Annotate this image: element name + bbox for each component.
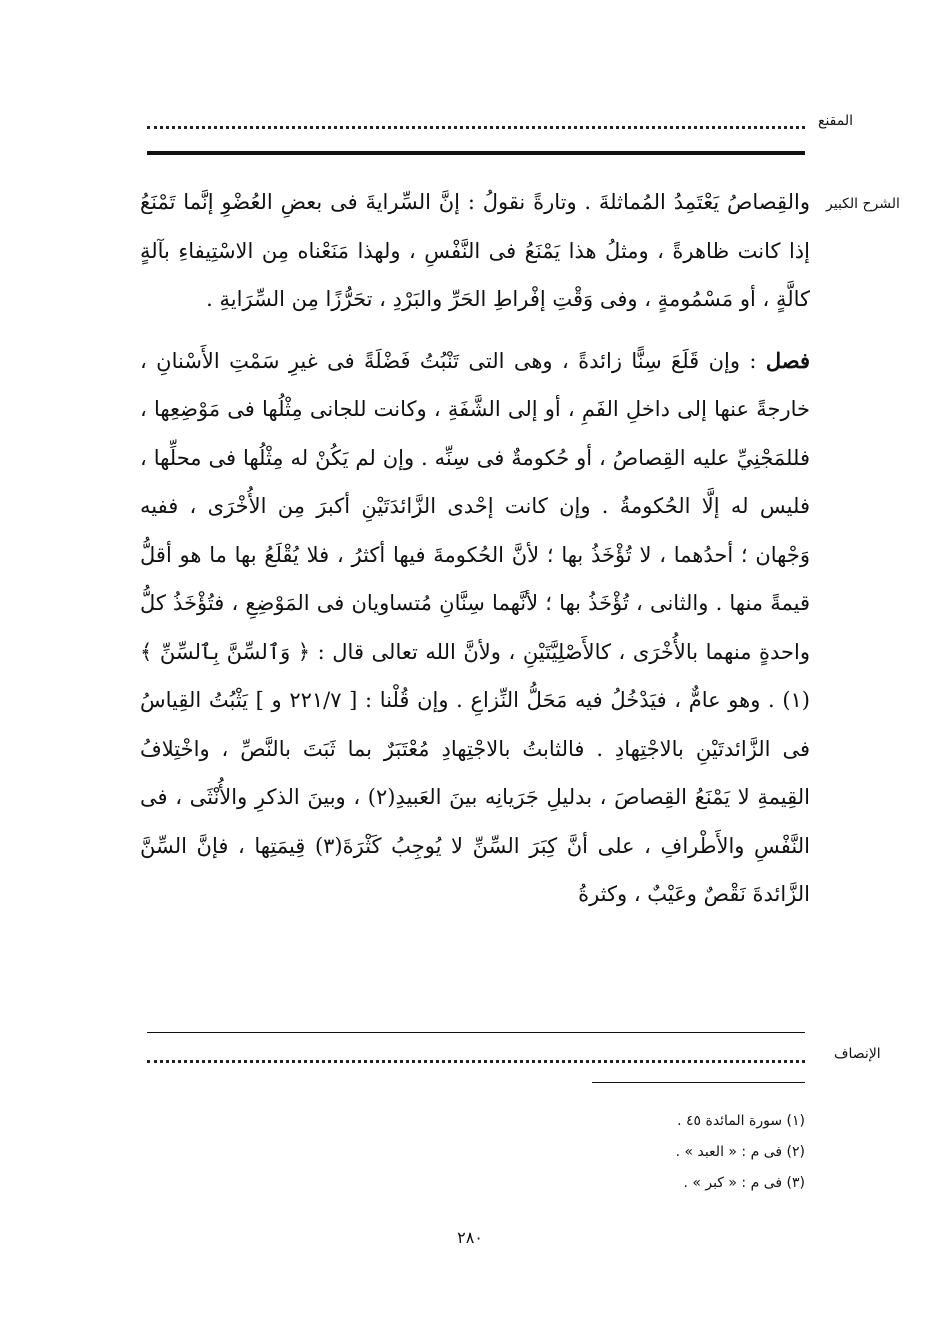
header-dotted-line (147, 126, 805, 129)
main-text (140, 178, 810, 919)
footnote-separator (592, 1082, 805, 1083)
footnotes (500, 1106, 805, 1199)
insaf-label: الإنصاف (834, 1046, 881, 1062)
body-bottom-rule (147, 1032, 805, 1033)
header-thick-rule (147, 151, 805, 155)
footnote-1: (١) سورة المائدة ٤٥ . (677, 1113, 805, 1129)
footnote-3: (٣) فى م : « كبر » . (683, 1175, 805, 1191)
footnote-2: (٢) فى م : « العبد » . (675, 1144, 805, 1160)
paragraph-1: والقِصاصُ يَعْتَمِدُ المُماثلةَ . وتارةً نقولُ : إنَّ السِّرايةَ فى بعضِ العُضْوِ إنَّما تَمْنَعُ إذا كانت ظاهرةً ، ومثلُ هذا يَمْنَعُ فى النَّفْسِ ، ولهذا مَنَعْناه مِن الاسْتِيفاءِ بآلةٍ كالَّةٍ ، أو مَسْمُومةٍ ، وفى وَقْتِ إفْراطِ الحَرِّ والبَرْدِ ، تحَرُّزًا مِن السِّرَايةِ . (140, 190, 810, 311)
commentary-label: الشرح الكبير (826, 196, 900, 212)
fasl-heading: فصل (765, 347, 810, 373)
paragraph-2 (140, 337, 810, 919)
insaf-dotted-line (147, 1060, 805, 1063)
book-label-muqni: المقنع (818, 113, 854, 129)
paragraph-2-text: : وإن قَلَعَ سِنًّا زائدةً ، وهى التى تَنْبُتُ فَضْلَةً فى غيرِ سَمْتِ الأَسْنانِ ، خارجةً عنها إلى داخلِ الفَمِ ، أو إلى الشَّفَةِ ، وكانت للجانى مِثْلُها فى مَوْضِعِها ، فللمَجْنِيِّ عليه القِصاصُ ، أو حُكومةٌ فى سِنِّه . وإن لم يَكُنْ له مِثْلُها فى محلِّها ، فليس له إلَّا الحُكومةُ . وإن كانت إحْدى الزَّائدَتَيْنِ أكبرَ مِن الأُخْرَى ، ففيه وَجْهان ؛ أحدُهما ، لا تُؤْخَذُ بها ؛ لأنَّ الحُكومةَ فيها أكثرُ ، فلا يُقْلَعُ بها ما هو أقلُّ قيمةً منها . والثانى ، تُؤْخَذُ بها ؛ لأنَّهما سِنَّانِ مُتساويان فى المَوْضِعِ ، فتُؤْخَذُ كلُّ واحدةٍ منهما بالأُخْرَى ، كالأَصْلِيَّتَيْنِ ، ولأنَّ الله تعالى قال : ﴿ وَٱلسِّنَّ بِٱلسِّنِّ ﴾(١) . وهو عامٌّ ، فيَدْخُلُ فيه مَحَلُّ النِّزاعِ . وإن قُلْنا : [ ٢٢١/٧ و ] يَثْبُتُ القِياسُ فى الزَّائدتَيْنِ بالاجْتِهادِ . فالثابتُ بالاجْتِهادِ مُعْتَبَرٌ بما ثَبَتَ بالنَّصِّ ، واخْتِلافُ القِيمةِ لا يَمْنَعُ القِصاصَ ، بدليلِ جَرَيانِه بينَ العَبيدِ(٢) ، وبينَ الذكرِ والأُنْثَى ، فى النَّفْسِ والأَطْرافِ ، على أنَّ كِبَرَ السِّنِّ لا يُوجِبُ كَثْرَةَ(٣) قِيمَتِها ، فإنَّ السِّنَّ الزَّائدةَ نَقْصٌ وعَيْبٌ ، وكثرةُ (140, 348, 810, 906)
page-number: ٢٨٠ (457, 1228, 483, 1247)
